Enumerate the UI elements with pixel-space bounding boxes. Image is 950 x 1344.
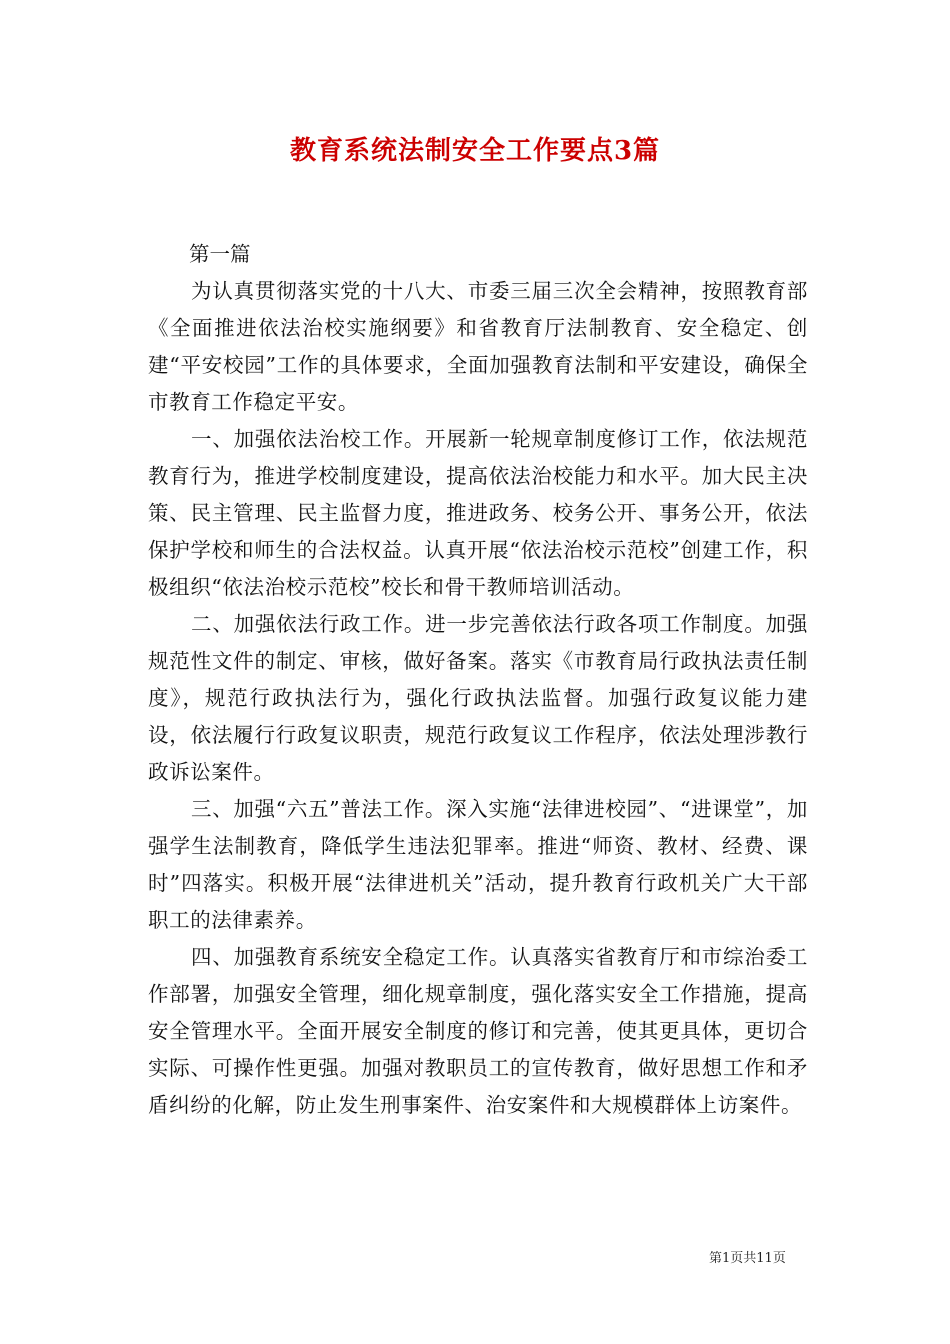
document-title: 教育系统法制安全工作要点3篇	[289, 136, 661, 166]
paragraph-item-2: 二、加强依法行政工作。进一步完善依法行政各项工作制度。加强规范性文件的制定、审核，做好备案。落实《市教育局行政执法责任制度》，规范行政执法行为，强化行政执法监督。加强行政复议能力建设，依法履行行政复议职责，规范行政复议工作程序，依法处理涉教行政诉讼案件。	[148, 612, 808, 784]
paragraph-item-1: 一、加强依法治校工作。开展新一轮规章制度修订工作，依法规范教育行为，推进学校制度建设，提高依法治校能力和水平。加大民主决策、民主管理、民主监督力度，推进政务、校务公开、事务公开，依法保护学校和师生的合法权益。认真开展“依法治校示范校”创建工作，积极组织“依法治校示范校”校长和骨干教师培训活动。	[148, 427, 808, 599]
paragraph-item-4: 四、加强教育系统安全稳定工作。认真落实省教育厅和市综治委工作部署，加强安全管理，细化规章制度，强化落实安全工作措施，提高安全管理水平。全面开展安全制度的修订和完善，使其更具体，更切合实际、可操作性更强。加强对教职员工的宣传教育，做好思想工作和矛盾纠纷的化解，防止发生刑事案件、治安案件和大规模群体上访案件。	[148, 945, 808, 1117]
page-number: 第1页共11页	[709, 1251, 786, 1266]
document-body	[148, 236, 808, 1124]
section-label: 第一篇	[189, 242, 251, 266]
paragraph-item-3: 三、加强“六五”普法工作。深入实施“法律进校园”、“进课堂”，加强学生法制教育，降低学生违法犯罪率。推进“师资、教材、经费、课时”四落实。积极开展“法律进机关”活动，提升教育行政机关广大干部职工的法律素养。	[148, 797, 808, 932]
paragraph-intro: 为认真贯彻落实党的十八大、市委三届三次全会精神，按照教育部《全面推进依法治校实施纲要》和省教育厅法制教育、安全稳定、创建“平安校园”工作的具体要求，全面加强教育法制和平安建设，确保全市教育工作稳定平安。	[148, 279, 808, 414]
